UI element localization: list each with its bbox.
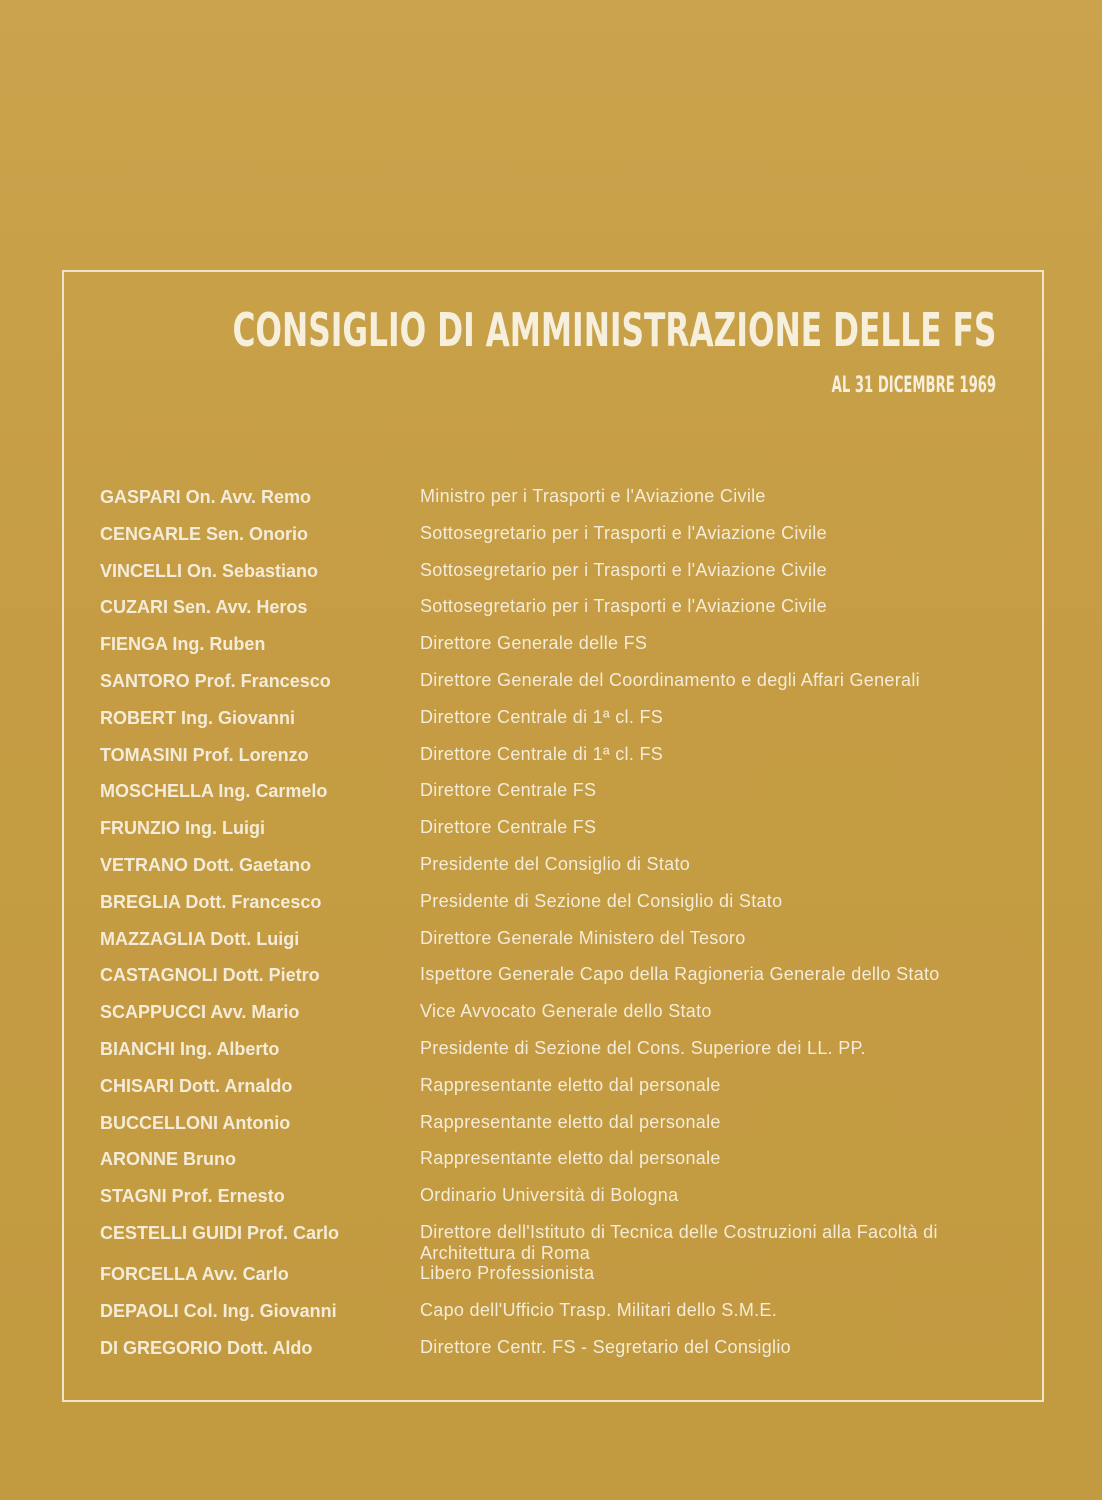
member-role: Presidente di Sezione del Consiglio di Stato (420, 890, 783, 911)
member-row (100, 486, 1030, 523)
member-name: TOMASINI Prof. Lorenzo (100, 744, 309, 765)
member-name: VINCELLI On. Sebastiano (100, 560, 319, 581)
member-row (100, 964, 1030, 1001)
member-role: Direttore Generale Ministero del Tesoro (420, 927, 746, 948)
member-name: SANTORO Prof. Francesco (100, 670, 331, 691)
member-name: CASTAGNOLI Dott. Pietro (100, 965, 320, 986)
members-list (100, 486, 1030, 1373)
member-name: DEPAOLI Col. Ing. Giovanni (100, 1300, 337, 1321)
member-role: Rappresentante eletto dal personale (420, 1111, 721, 1132)
member-name: CENGARLE Sen. Onorio (100, 523, 309, 544)
member-row (100, 780, 1030, 817)
member-name: BREGLIA Dott. Francesco (100, 891, 322, 912)
member-role: Vice Avvocato Generale dello Stato (420, 1001, 712, 1022)
member-name: ARONNE Bruno (100, 1149, 236, 1170)
member-row (100, 817, 1030, 854)
page-subtitle: AL 31 DICEMBRE 1969 (831, 373, 996, 398)
member-row (100, 560, 1030, 597)
member-row (100, 1263, 1030, 1300)
member-role: Rappresentante eletto dal personale (420, 1074, 721, 1095)
member-name: DI GREGORIO Dott. Aldo (100, 1337, 313, 1358)
member-role: Rappresentante eletto dal personale (420, 1148, 721, 1169)
member-name: ROBERT Ing. Giovanni (100, 707, 296, 728)
member-row (100, 1001, 1030, 1038)
member-row (100, 1185, 1030, 1222)
member-row (100, 1112, 1030, 1149)
member-row (100, 707, 1030, 744)
member-role: Sottosegretario per i Trasporti e l'Aviazione Civile (420, 596, 827, 617)
member-name: CESTELLI GUIDI Prof. Carlo (100, 1222, 340, 1243)
member-name: VETRANO Dott. Gaetano (100, 854, 312, 875)
member-role: Direttore Generale delle FS (420, 633, 648, 654)
member-role: Presidente del Consiglio di Stato (420, 853, 691, 874)
member-name: BUCCELLONI Antonio (100, 1112, 291, 1133)
member-role: Sottosegretario per i Trasporti e l'Aviazione Civile (420, 559, 827, 580)
member-row (100, 1075, 1030, 1112)
member-name: MAZZAGLIA Dott. Luigi (100, 928, 300, 949)
member-row (100, 1222, 1030, 1263)
member-role: Direttore Centrale di 1ª cl. FS (420, 743, 664, 764)
member-row (100, 744, 1030, 781)
member-row (100, 633, 1030, 670)
member-row (100, 928, 1030, 965)
member-row (100, 596, 1030, 633)
member-name: FIENGA Ing. Ruben (100, 634, 266, 655)
member-row (100, 891, 1030, 928)
member-name: SCAPPUCCI Avv. Mario (100, 1002, 300, 1023)
member-role: Direttore Centrale FS (420, 817, 597, 838)
member-row (100, 854, 1030, 891)
member-row (100, 523, 1030, 560)
member-role: Libero Professionista (420, 1262, 595, 1283)
member-name: STAGNI Prof. Ernesto (100, 1186, 285, 1207)
member-name: GASPARI On. Avv. Remo (100, 487, 312, 507)
member-role: Direttore Centrale di 1ª cl. FS (420, 706, 664, 727)
page-title: CONSIGLIO DI AMMINISTRAZIONE DELLE FS (232, 303, 996, 357)
member-row (100, 670, 1030, 707)
member-row (100, 1148, 1030, 1185)
member-row (100, 1300, 1030, 1337)
member-role: Ispettore Generale Capo della Ragioneria Generale dello Stato (420, 964, 940, 985)
member-name: BIANCHI Ing. Alberto (100, 1038, 280, 1059)
member-role: Direttore dell'Istituto di Tecnica delle Costruzioni alla Facoltà di Architettura di Roma (420, 1221, 938, 1263)
member-role: Capo dell'Ufficio Trasp. Militari dello S.M.E. (420, 1299, 778, 1320)
member-row (100, 1038, 1030, 1075)
member-role: Presidente di Sezione del Cons. Superiore dei LL. PP. (420, 1037, 866, 1058)
member-name: FRUNZIO Ing. Luigi (100, 818, 265, 839)
member-name: MOSCHELLA Ing. Carmelo (100, 781, 328, 802)
member-role: Ministro per i Trasporti e l'Aviazione Civile (420, 486, 766, 506)
member-role: Ordinario Università di Bologna (420, 1185, 679, 1206)
member-name: CHISARI Dott. Arnaldo (100, 1075, 293, 1096)
member-role: Direttore Generale del Coordinamento e degli Affari Generali (420, 669, 920, 690)
member-role: Direttore Centrale FS (420, 780, 597, 801)
member-name: CUZARI Sen. Avv. Heros (100, 597, 308, 618)
member-role: Direttore Centr. FS - Segretario del Consiglio (420, 1336, 791, 1357)
member-row (100, 1337, 1030, 1374)
member-role: Sottosegretario per i Trasporti e l'Aviazione Civile (420, 522, 827, 543)
member-name: FORCELLA Avv. Carlo (100, 1263, 289, 1284)
